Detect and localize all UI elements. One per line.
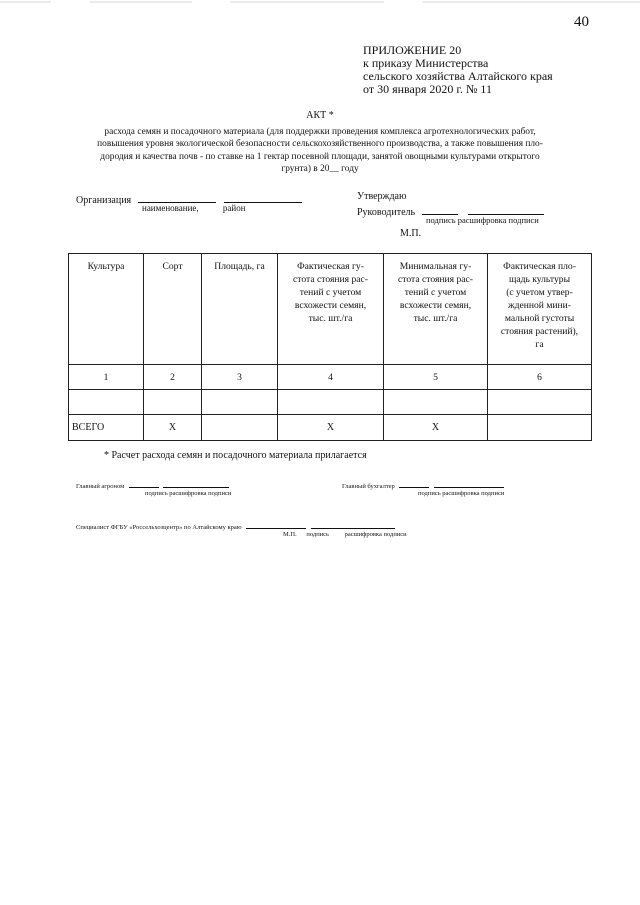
column-number: 6 xyxy=(488,365,592,390)
header-line: жденной мини- xyxy=(507,300,572,311)
table-header-row xyxy=(69,254,592,365)
column-number-row xyxy=(69,365,592,390)
chief-agronomist-field xyxy=(76,480,229,490)
specialist-stamp: М.П. xyxy=(283,531,297,538)
specialist-name-sublabel: расшифровка подписи xyxy=(344,531,407,538)
title-line: грунта) в 20__ году xyxy=(281,164,359,174)
header-line: Культура xyxy=(87,261,125,272)
chief-accountant-label: Главный бухгалтер xyxy=(342,483,395,490)
header-line: Сорт xyxy=(162,261,183,272)
specialist-name-line[interactable] xyxy=(311,521,395,529)
approve-label: Утверждаю xyxy=(357,191,407,202)
chief-accountant-sublabel: подпись расшифровка подписи xyxy=(418,490,505,497)
chief-agronomist-label: Главный агроном xyxy=(76,483,125,490)
data-entry-row xyxy=(69,390,592,415)
header-line: Фактическая гу- xyxy=(297,261,364,272)
total-row xyxy=(69,415,592,441)
organization-label: Организация xyxy=(76,195,132,206)
header-line: Площадь, га xyxy=(214,261,265,272)
header-line: всхожести семян, xyxy=(399,300,472,311)
head-signature-line[interactable] xyxy=(422,203,458,215)
header-line: тыс. шт./га xyxy=(413,313,458,324)
column-number: 1 xyxy=(69,365,144,390)
appendix-line: ПРИЛОЖЕНИЕ 20 xyxy=(363,43,462,57)
organization-district-line[interactable] xyxy=(224,191,302,203)
header-line: Фактическая пло- xyxy=(503,261,576,272)
header-line: (с учетом утвер- xyxy=(506,287,573,298)
header-line: тений с учетом xyxy=(404,287,467,298)
entry-cell[interactable] xyxy=(488,390,592,415)
specialist-signature-sublabel: подпись xyxy=(306,531,330,538)
appendix-header xyxy=(363,44,553,96)
column-number: 5 xyxy=(384,365,488,390)
chief-agronomist-sublabel: подпись расшифровка подписи xyxy=(145,490,232,497)
chief-agronomist-name-line[interactable] xyxy=(163,480,229,488)
organization-name-line[interactable] xyxy=(138,191,216,203)
stamp-place: М.П. xyxy=(400,228,422,239)
header-cell xyxy=(278,254,384,365)
header-line: стота стояния рас- xyxy=(293,274,368,285)
header-line: мальной густоты xyxy=(504,313,575,324)
header-cell xyxy=(69,254,144,365)
total-label: ВСЕГО xyxy=(69,415,144,441)
sublabel-district: район xyxy=(222,203,246,213)
head-sublabel: подпись расшифровка подписи xyxy=(426,215,539,225)
chief-accountant-name-line[interactable] xyxy=(434,480,504,488)
entry-cell[interactable] xyxy=(384,390,488,415)
page-number: 40 xyxy=(574,14,589,30)
column-number: 2 xyxy=(144,365,202,390)
specialist-field xyxy=(76,521,395,531)
title-line: повышения уровня экологической безопасности сельскохозяйственного производства, а также повышения пло- xyxy=(97,139,543,149)
total-cell: Х xyxy=(384,415,488,441)
header-line: тений с учетом xyxy=(299,287,362,298)
specialist-label: Специалист ФГБУ «Россельхозцентр» по Алтайскому краю xyxy=(76,524,242,531)
header-line: Минимальная гу- xyxy=(399,261,472,272)
title-line: дородия и качества почв - по ставке на 1 гектар посевной площади, занятой овощными культурами открытого xyxy=(100,151,540,162)
total-cell: Х xyxy=(278,415,384,441)
specialist-sublabels xyxy=(283,531,407,538)
organization-sublabels xyxy=(142,203,246,213)
chief-agronomist-signature-line[interactable] xyxy=(129,480,159,488)
column-number: 3 xyxy=(202,365,278,390)
header-cell xyxy=(384,254,488,365)
total-cell: Х xyxy=(144,415,202,441)
entry-cell[interactable] xyxy=(69,390,144,415)
header-cell xyxy=(488,254,592,365)
header-cell xyxy=(144,254,202,365)
seed-consumption-table xyxy=(68,253,592,441)
header-line: тыс. шт./га xyxy=(308,313,353,324)
header-line: щадь культуры xyxy=(508,274,571,285)
sublabel-name: наименование, xyxy=(142,203,199,213)
header-cell xyxy=(202,254,278,365)
entry-cell[interactable] xyxy=(144,390,202,415)
column-number: 4 xyxy=(278,365,384,390)
title-line: расхода семян и посадочного материала (для поддержки проведения комплекса агротехнологических работ, xyxy=(104,126,536,137)
document-title xyxy=(60,110,580,176)
appendix-line: от 30 января 2020 г. № 11 xyxy=(363,82,492,96)
header-line: га xyxy=(535,339,544,350)
total-area-cell[interactable] xyxy=(202,415,278,441)
chief-accountant-field xyxy=(342,480,504,490)
appendix-line: сельского хозяйства Алтайского края xyxy=(363,69,553,83)
specialist-signature-line[interactable] xyxy=(246,521,306,529)
footnote: * Расчет расхода семян и посадочного материала прилагается xyxy=(104,450,367,461)
header-line: всхожести семян, xyxy=(294,300,367,311)
appendix-line: к приказу Министерства xyxy=(363,56,489,70)
head-label: Руководитель xyxy=(357,207,416,218)
header-line: стота стояния рас- xyxy=(398,274,473,285)
head-name-line[interactable] xyxy=(468,203,544,215)
act-heading: АКТ * xyxy=(306,110,334,121)
chief-accountant-signature-line[interactable] xyxy=(399,480,429,488)
scan-artifact xyxy=(0,1,640,3)
entry-cell[interactable] xyxy=(278,390,384,415)
entry-cell[interactable] xyxy=(202,390,278,415)
total-fact-area-cell[interactable] xyxy=(488,415,592,441)
header-line: стояния растений), xyxy=(500,326,579,337)
